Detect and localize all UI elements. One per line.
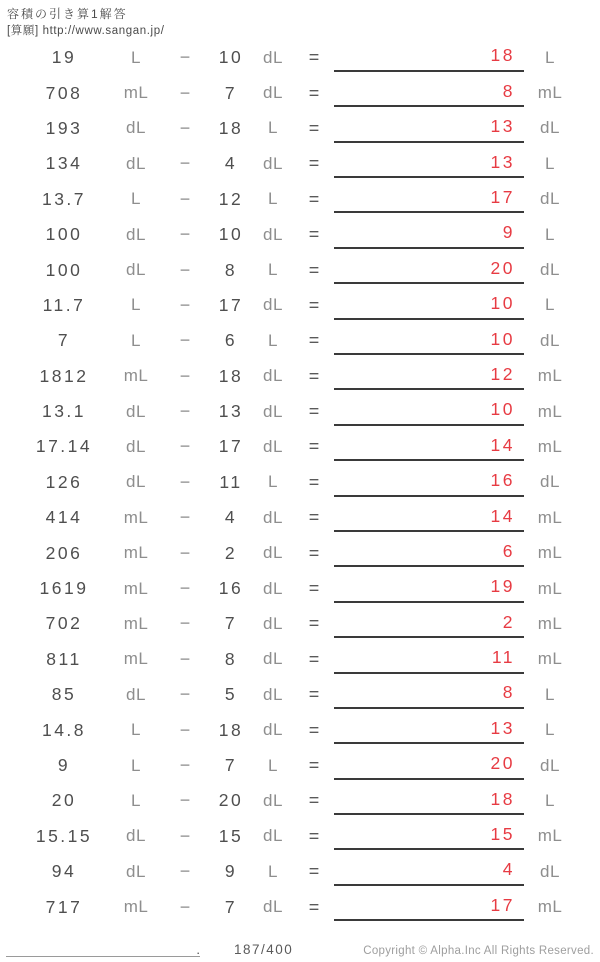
- equals-sign: =: [308, 365, 320, 386]
- answer-value: 2: [502, 611, 515, 632]
- problem-row: [0, 712, 600, 747]
- minuend-value: 7: [57, 330, 71, 351]
- answer-value: 15: [490, 824, 515, 845]
- equals-sign: =: [308, 471, 320, 492]
- subtrahend-unit: dL: [263, 47, 283, 67]
- minuend-unit: mL: [123, 578, 149, 598]
- subtrahend-unit: dL: [263, 507, 283, 527]
- problem-row: [0, 252, 600, 287]
- answer-unit: mL: [537, 897, 563, 917]
- answer-line: [334, 608, 524, 638]
- worksheet-footer: [0, 925, 600, 957]
- answer-unit: mL: [537, 613, 563, 633]
- answer-unit: mL: [537, 366, 563, 386]
- equals-sign: =: [308, 825, 320, 846]
- problem-row: [0, 40, 600, 75]
- minuend-value: 14.8: [41, 719, 87, 740]
- subtrahend-unit: L: [268, 330, 278, 350]
- answer-unit: L: [545, 720, 555, 740]
- minus-sign: −: [179, 861, 191, 882]
- equals-sign: =: [308, 47, 320, 68]
- answer-value: 19: [490, 576, 515, 597]
- problem-row: [0, 889, 600, 924]
- equals-sign: =: [308, 330, 320, 351]
- answer-unit: mL: [537, 543, 563, 563]
- answer-value: 20: [490, 753, 515, 774]
- answer-line: [334, 396, 524, 426]
- answer-line: [334, 77, 524, 107]
- subtrahend-value: 12: [218, 188, 244, 209]
- minus-sign: −: [179, 259, 191, 280]
- answer-unit: dL: [540, 260, 560, 280]
- problem-row: [0, 359, 600, 394]
- answer-unit: dL: [540, 755, 560, 775]
- minuend-unit: L: [131, 295, 141, 315]
- minuend-value: 94: [51, 861, 77, 882]
- problem-row: [0, 783, 600, 818]
- minuend-value: 1812: [39, 365, 89, 386]
- minuend-unit: dL: [126, 224, 146, 244]
- equals-sign: =: [308, 578, 320, 599]
- minuend-unit: mL: [123, 83, 149, 103]
- answer-line: [334, 148, 524, 178]
- answer-value: 13: [490, 717, 515, 738]
- minus-sign: −: [179, 471, 191, 492]
- answer-unit: dL: [540, 861, 560, 881]
- answer-line: [334, 537, 524, 567]
- answer-line: [334, 113, 524, 143]
- minuend-value: 15.15: [35, 825, 93, 846]
- worksheet-header: [0, 0, 600, 39]
- subtrahend-value: 15: [218, 825, 244, 846]
- minuend-value: 708: [45, 82, 83, 103]
- minuend-unit: L: [131, 720, 141, 740]
- subtrahend-value: 17: [218, 294, 244, 315]
- page-title: 容積の引き算1解答: [7, 7, 128, 21]
- minus-sign: −: [179, 578, 191, 599]
- subtrahend-unit: L: [268, 861, 278, 881]
- minus-sign: −: [179, 365, 191, 386]
- minuend-value: 17.14: [35, 436, 93, 457]
- minuend-unit: mL: [123, 613, 149, 633]
- problem-row: [0, 748, 600, 783]
- problem-row: [0, 854, 600, 889]
- answer-unit: mL: [537, 826, 563, 846]
- minus-sign: −: [179, 719, 191, 740]
- minuend-unit: L: [131, 790, 141, 810]
- answer-unit: mL: [537, 401, 563, 421]
- minuend-unit: mL: [123, 649, 149, 669]
- problem-row: [0, 182, 600, 217]
- subtrahend-value: 7: [224, 82, 238, 103]
- answer-line: [334, 891, 524, 921]
- equals-sign: =: [308, 790, 320, 811]
- subtrahend-unit: dL: [263, 826, 283, 846]
- answer-value: 13: [490, 151, 515, 172]
- minuend-value: 100: [45, 224, 83, 245]
- answer-value: 18: [490, 45, 515, 66]
- minuend-unit: dL: [126, 118, 146, 138]
- minuend-unit: mL: [123, 897, 149, 917]
- minuend-value: 20: [51, 790, 77, 811]
- problem-list: [0, 40, 600, 925]
- equals-sign: =: [308, 684, 320, 705]
- answer-line: [334, 714, 524, 744]
- answer-line: [334, 644, 524, 674]
- answer-value: 10: [490, 293, 515, 314]
- minus-sign: −: [179, 330, 191, 351]
- answer-line: [334, 290, 524, 320]
- equals-sign: =: [308, 82, 320, 103]
- answer-line: [334, 785, 524, 815]
- subtrahend-value: 2: [224, 542, 238, 563]
- subtrahend-unit: L: [268, 189, 278, 209]
- answer-line: [334, 573, 524, 603]
- answer-line: [334, 679, 524, 709]
- answer-value: 9: [502, 222, 515, 243]
- minuend-value: 414: [45, 507, 83, 528]
- subtrahend-value: 18: [218, 719, 244, 740]
- minuend-value: 11.7: [42, 294, 86, 315]
- minuend-value: 206: [45, 542, 83, 563]
- answer-value: 8: [502, 682, 515, 703]
- answer-unit: dL: [540, 472, 560, 492]
- answer-unit: mL: [537, 649, 563, 669]
- minus-sign: −: [179, 153, 191, 174]
- minus-sign: −: [179, 507, 191, 528]
- minuend-unit: L: [131, 330, 141, 350]
- minuend-unit: dL: [126, 153, 146, 173]
- equals-sign: =: [308, 648, 320, 669]
- answer-value: 10: [490, 399, 515, 420]
- minuend-unit: dL: [126, 861, 146, 881]
- answer-unit: L: [545, 224, 555, 244]
- subtrahend-value: 20: [218, 790, 244, 811]
- minus-sign: −: [179, 117, 191, 138]
- minus-sign: −: [179, 684, 191, 705]
- problem-row: [0, 323, 600, 358]
- subtrahend-unit: dL: [263, 224, 283, 244]
- subtrahend-value: 11: [219, 471, 243, 492]
- equals-sign: =: [308, 719, 320, 740]
- minuend-unit: dL: [126, 826, 146, 846]
- problem-row: [0, 111, 600, 146]
- equals-sign: =: [308, 188, 320, 209]
- problem-row: [0, 465, 600, 500]
- minuend-value: 811: [46, 648, 82, 669]
- subtrahend-unit: L: [268, 260, 278, 280]
- minus-sign: −: [179, 294, 191, 315]
- answer-line: [334, 42, 524, 72]
- equals-sign: =: [308, 224, 320, 245]
- answer-unit: L: [545, 684, 555, 704]
- answer-value: 14: [490, 505, 515, 526]
- page-number: 187/400: [234, 941, 294, 957]
- minus-sign: −: [179, 188, 191, 209]
- answer-line: [334, 750, 524, 780]
- problem-row: [0, 217, 600, 252]
- subtrahend-value: 6: [224, 330, 238, 351]
- minuend-value: 13.7: [41, 188, 87, 209]
- answer-line: [334, 219, 524, 249]
- subtrahend-unit: dL: [263, 295, 283, 315]
- minus-sign: −: [179, 542, 191, 563]
- equals-sign: =: [308, 861, 320, 882]
- subtrahend-value: 5: [224, 684, 238, 705]
- answer-unit: dL: [540, 118, 560, 138]
- subtrahend-unit: dL: [263, 578, 283, 598]
- minuend-unit: dL: [126, 684, 146, 704]
- answer-value: 8: [502, 80, 515, 101]
- answer-line: [334, 325, 524, 355]
- equals-sign: =: [308, 542, 320, 563]
- minus-sign: −: [179, 648, 191, 669]
- answer-unit: L: [545, 790, 555, 810]
- problem-row: [0, 146, 600, 181]
- subtrahend-unit: L: [268, 472, 278, 492]
- subtrahend-unit: dL: [263, 543, 283, 563]
- subtrahend-unit: dL: [263, 720, 283, 740]
- equals-sign: =: [308, 153, 320, 174]
- answer-value: 12: [490, 363, 515, 384]
- subtrahend-unit: dL: [263, 897, 283, 917]
- problem-row: [0, 571, 600, 606]
- equals-sign: =: [308, 117, 320, 138]
- answer-value: 10: [490, 328, 515, 349]
- minuend-unit: mL: [123, 507, 149, 527]
- subtrahend-value: 4: [224, 153, 238, 174]
- subtrahend-value: 7: [224, 613, 238, 634]
- minus-sign: −: [179, 790, 191, 811]
- subtrahend-value: 7: [224, 755, 238, 775]
- subtrahend-value: 7: [224, 896, 238, 917]
- subtrahend-value: 16: [218, 578, 244, 599]
- subtrahend-unit: L: [268, 755, 278, 775]
- answer-value: 17: [490, 894, 515, 915]
- minuend-value: 702: [45, 613, 83, 634]
- minuend-value: 717: [45, 896, 83, 917]
- subtrahend-unit: dL: [263, 613, 283, 633]
- problem-row: [0, 819, 600, 854]
- subtrahend-value: 8: [224, 259, 238, 280]
- equals-sign: =: [308, 436, 320, 457]
- name-line-period: .: [196, 941, 200, 957]
- subtrahend-unit: dL: [263, 366, 283, 386]
- minus-sign: −: [179, 755, 191, 775]
- minus-sign: −: [179, 47, 191, 68]
- problem-row: [0, 500, 600, 535]
- subtrahend-value: 17: [218, 436, 244, 457]
- answer-line: [334, 254, 524, 284]
- minus-sign: −: [179, 224, 191, 245]
- equals-sign: =: [308, 613, 320, 634]
- answer-unit: mL: [537, 507, 563, 527]
- answer-unit: dL: [540, 189, 560, 209]
- answer-unit: L: [545, 153, 555, 173]
- minuend-unit: L: [131, 755, 141, 775]
- problem-row: [0, 677, 600, 712]
- answer-line: [334, 502, 524, 532]
- problem-row: [0, 606, 600, 641]
- answer-value: 13: [490, 116, 515, 137]
- minuend-unit: L: [131, 189, 141, 209]
- minus-sign: −: [179, 825, 191, 846]
- answer-line: [334, 361, 524, 391]
- equals-sign: =: [308, 507, 320, 528]
- minus-sign: −: [179, 401, 191, 422]
- subtrahend-unit: L: [268, 118, 278, 138]
- answer-line: [334, 184, 524, 214]
- minus-sign: −: [179, 613, 191, 634]
- problem-row: [0, 429, 600, 464]
- minus-sign: −: [179, 436, 191, 457]
- problem-row: [0, 288, 600, 323]
- subtrahend-unit: dL: [263, 436, 283, 456]
- answer-value: 20: [490, 257, 515, 278]
- subtrahend-unit: dL: [263, 83, 283, 103]
- minuend-value: 126: [45, 471, 83, 492]
- minus-sign: −: [179, 896, 191, 917]
- answer-value: 6: [502, 540, 515, 561]
- answer-unit: mL: [537, 578, 563, 598]
- minuend-unit: mL: [123, 543, 149, 563]
- answer-value: 4: [502, 859, 515, 880]
- minuend-value: 85: [51, 684, 77, 705]
- answer-unit: mL: [537, 436, 563, 456]
- minuend-value: 134: [45, 153, 83, 174]
- subtrahend-unit: dL: [263, 153, 283, 173]
- minuend-value: 19: [51, 47, 77, 68]
- subtrahend-unit: dL: [263, 790, 283, 810]
- equals-sign: =: [308, 401, 320, 422]
- answer-value: 17: [490, 187, 515, 207]
- minuend-value: 9: [57, 755, 71, 775]
- answer-unit: L: [545, 295, 555, 315]
- problem-row: [0, 75, 600, 110]
- subtrahend-value: 10: [218, 47, 244, 68]
- minus-sign: −: [179, 82, 191, 103]
- answer-unit: L: [545, 47, 555, 67]
- minuend-value: 1619: [39, 578, 89, 599]
- equals-sign: =: [308, 294, 320, 315]
- equals-sign: =: [308, 755, 320, 775]
- equals-sign: =: [308, 259, 320, 280]
- answer-line: [334, 431, 524, 461]
- minuend-value: 100: [45, 259, 83, 280]
- subtrahend-value: 9: [224, 861, 238, 882]
- subtrahend-value: 18: [218, 117, 244, 138]
- minuend-value: 13.1: [41, 401, 87, 422]
- subtrahend-unit: dL: [263, 684, 283, 704]
- subtrahend-value: 8: [224, 648, 238, 669]
- answer-line: [334, 856, 524, 886]
- answer-value: 14: [490, 434, 515, 455]
- problem-row: [0, 535, 600, 570]
- minuend-unit: dL: [126, 472, 146, 492]
- subtrahend-value: 13: [218, 401, 244, 422]
- name-entry-line: [6, 941, 200, 957]
- minuend-value: 193: [45, 117, 83, 138]
- source-url: [算願] http://www.sangan.jp/: [7, 25, 165, 37]
- answer-unit: mL: [537, 83, 563, 103]
- minuend-unit: mL: [123, 366, 149, 386]
- answer-line: [334, 821, 524, 851]
- problem-row: [0, 642, 600, 677]
- subtrahend-value: 18: [218, 365, 244, 386]
- copyright-notice: Copyright © Alpha.Inc All Rights Reserved.: [363, 944, 594, 957]
- minuend-unit: dL: [126, 260, 146, 280]
- subtrahend-value: 10: [218, 224, 244, 245]
- subtrahend-unit: dL: [263, 401, 283, 421]
- answer-unit: dL: [540, 330, 560, 350]
- answer-value: 16: [490, 470, 515, 491]
- subtrahend-value: 4: [224, 507, 238, 528]
- answer-value: 18: [490, 788, 515, 809]
- minuend-unit: dL: [126, 401, 146, 421]
- minuend-unit: L: [131, 47, 141, 67]
- answer-value: 11: [491, 647, 515, 668]
- subtrahend-unit: dL: [263, 649, 283, 669]
- answer-line: [334, 467, 524, 497]
- problem-row: [0, 394, 600, 429]
- minuend-unit: dL: [126, 436, 146, 456]
- equals-sign: =: [308, 896, 320, 917]
